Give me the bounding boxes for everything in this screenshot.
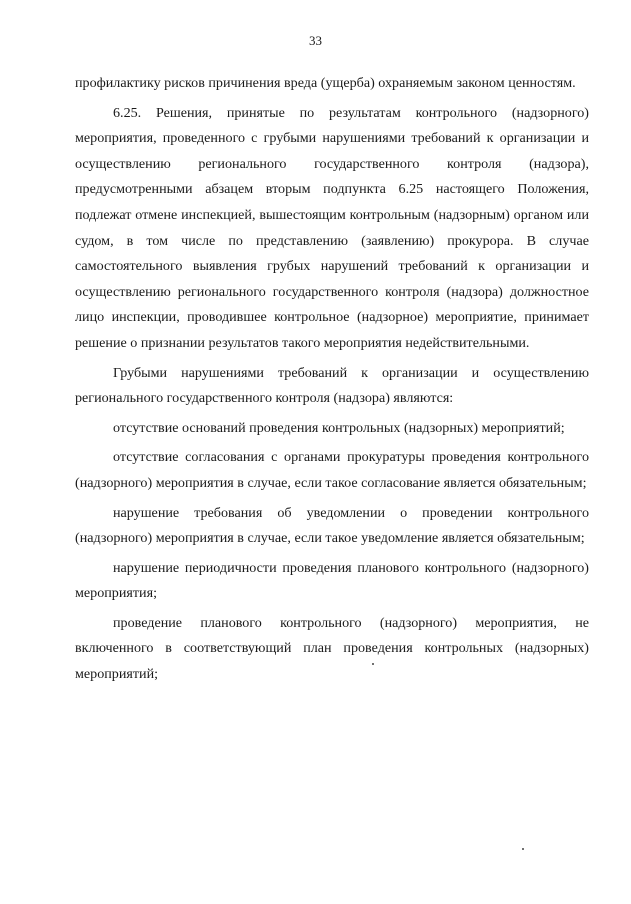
scan-speck — [372, 663, 374, 665]
list-item-periodicity-violation: нарушение периодичности проведения планового контрольного (надзорного) мероприятия; — [75, 559, 589, 602]
document-body — [75, 71, 589, 692]
list-item-unplanned-event: проведение планового контрольного (надзорного) мероприятия, не включенного в соответствующий план проведения контрольных (надзорных) мероприятий; — [75, 614, 589, 683]
scan-speck — [522, 848, 524, 850]
page-number: 33 — [309, 33, 322, 48]
paragraph-continuation: профилактику рисков причинения вреда (ущерба) охраняемым законом ценностям. — [75, 75, 576, 91]
paragraph-violations-intro: Грубыми нарушениями требований к организации и осуществлению регионального государственного контроля (надзора) являются: — [75, 364, 589, 407]
list-item-no-grounds: отсутствие оснований проведения контрольных (надзорных) мероприятий; — [113, 419, 565, 436]
list-item-no-approval: отсутствие согласования с органами прокуратуры проведения контрольного (надзорного) мероприятия в случае, если такое согласование является обязательным; — [75, 449, 589, 491]
paragraph-clause-6-25: 6.25. Решения, принятые по результатам контрольного (надзорного) мероприятия, проведенного с грубыми нарушениями требований к организации и осуществлению регионального государственного контроля (надзора), предусмотренными абзацем вторым подпункта 6.25 настоящего Положения, подлежат отмене инспекцией, вышестоящим контрольным (надзорным) органом или судом, в том числе по представлению (заявлению) прокурора. В случае самостоятельного выявления грубых нарушений требований к организации и осуществлению регионального государственного контроля (надзора) должностное лицо инспекции, проводившее контрольное (надзорное) мероприятие, принимает решение о признании результатов такого мероприятия недействительными. — [75, 104, 589, 351]
list-item-notification-violation: нарушение требования об уведомлении о проведении контрольного (надзорного) мероприятия в случае, если такое уведомление является обязательным; — [75, 504, 589, 547]
